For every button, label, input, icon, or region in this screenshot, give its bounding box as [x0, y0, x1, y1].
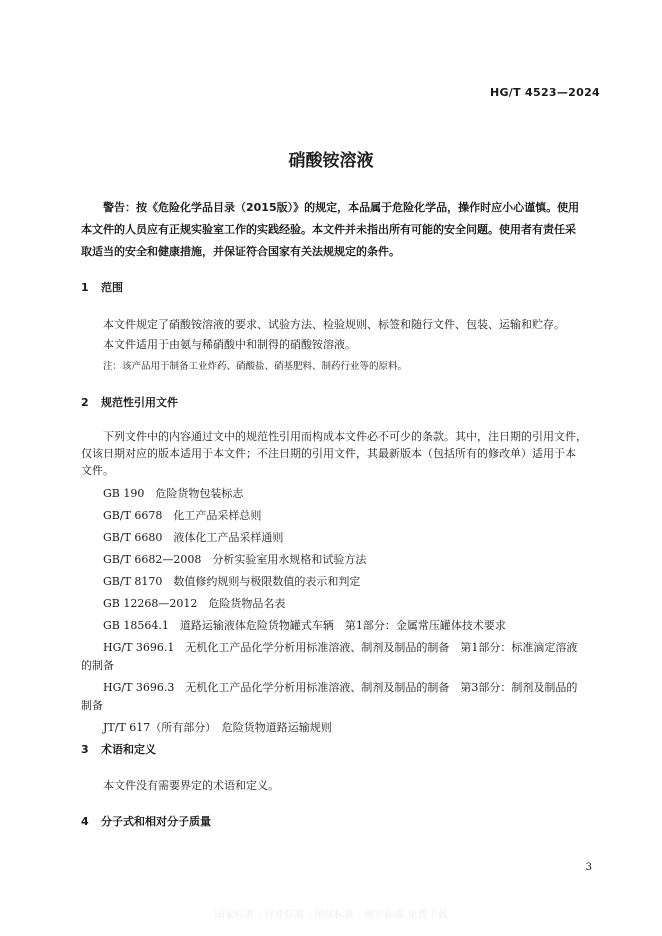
section-number: 2: [81, 396, 89, 409]
reference-item: HG/T 3696.3 无机化工产品化学分析用标准溶液、制剂及制品的制备 第3部分：制剂及制品的: [103, 681, 578, 694]
section-2-heading: [81, 394, 178, 410]
reference-item-cont: 制备: [81, 699, 103, 712]
warning-line: 取适当的安全和健康措施，并保证符合国家有关法规规定的条件。: [81, 245, 400, 258]
reference-item: GB 18564.1 道路运输液体危险货物罐式车辆 第1部分：金属常压罐体技术要求: [103, 619, 506, 632]
scope-paragraph: 本文件规定了硝酸铵溶液的要求、试验方法、检验规则、标签和随行文件、包装、运输和贮存。: [103, 318, 565, 331]
reference-item-cont: 的制备: [81, 659, 114, 672]
reference-item: GB/T 6682—2008 分析实验室用水规格和试验方法: [103, 553, 367, 566]
reference-item: HG/T 3696.1 无机化工产品化学分析用标准溶液、制剂及制品的制备 第1部分：标准滴定溶液: [103, 641, 578, 654]
section-number: 1: [81, 281, 89, 294]
section-number: 3: [81, 743, 89, 756]
reference-item: JT/T 617（所有部分） 危险货物道路运输规则: [103, 721, 332, 734]
footer-watermark: 国家标准 - 行业标准 - 团体标准 - 地方标准 免费下载: [214, 910, 448, 921]
scope-note: 注：该产品用于制备工业炸药、硝酸盐、硝基肥料、制药行业等的原料。: [103, 361, 408, 372]
section-1-heading: [81, 279, 123, 295]
refs-intro-line: 下列文件中的内容通过文中的规范性引用而构成本文件必不可少的条款。其中，注日期的引用文件，: [103, 430, 587, 443]
document-title: 硝酸铵溶液: [288, 151, 374, 171]
reference-item: GB 190 危险货物包装标志: [103, 487, 244, 500]
section-title: 规范性引用文件: [101, 396, 178, 409]
reference-item: GB/T 6680 液体化工产品采样通则: [103, 531, 284, 544]
reference-item: GB/T 8170 数值修约规则与极限数值的表示和判定: [103, 575, 361, 588]
reference-item: GB/T 6678 化工产品采样总则: [103, 509, 262, 522]
warning-line: 本文件的人员应有正规实验室工作的实践经验。本文件并未指出所有可能的安全问题。使用者有责任采: [81, 223, 576, 236]
scope-paragraph: 本文件适用于由氨与稀硝酸中和制得的硝酸铵溶液。: [103, 338, 356, 351]
reference-item: GB 12268—2012 危险货物品名表: [103, 597, 286, 610]
section-4-heading: [81, 813, 211, 829]
section-title: 分子式和相对分子质量: [101, 815, 211, 828]
refs-intro-line: 仅该日期对应的版本适用于本文件；不注日期的引用文件，其最新版本（包括所有的修改单）适用于本: [81, 447, 576, 460]
warning-block: [81, 197, 601, 263]
warning-line: 警告：按《危险化学品目录（2015版）》的规定，本品属于危险化学品，操作时应小心谨慎。使用: [103, 201, 580, 214]
section-number: 4: [81, 815, 89, 828]
standard-number: HG/T 4523—2024: [489, 86, 600, 99]
section-3-heading: [81, 741, 156, 757]
section-title: 范围: [101, 281, 123, 294]
terms-paragraph: 本文件没有需要界定的术语和定义。: [103, 779, 279, 792]
refs-intro-line: 文件。: [81, 464, 114, 477]
section-title: 术语和定义: [101, 743, 156, 756]
page-number: 3: [585, 862, 592, 873]
